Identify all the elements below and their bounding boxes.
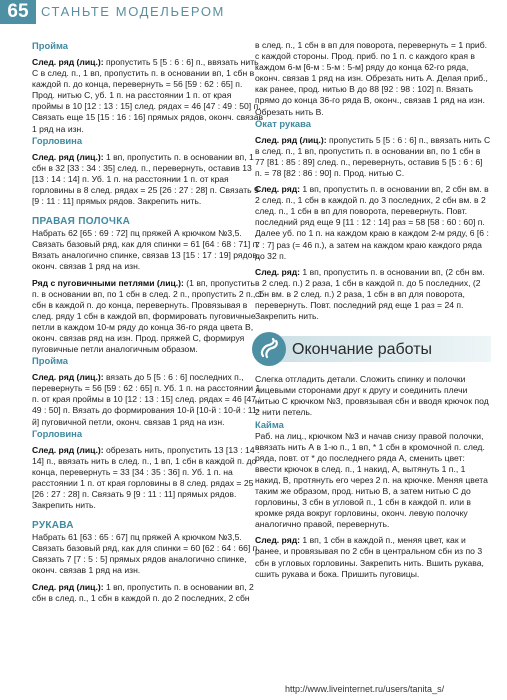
section-heading: Пройма [32,355,68,367]
section-heading: Горловина [32,134,83,146]
right-column-top [255,40,491,322]
row-label: След. ряд: [255,266,301,277]
paragraph [32,445,264,512]
paragraph-text: в след. п., 1 сбн в вп для поворота, перевернуть = 1 приб. с каждой стороны. Прод. приб. по 1 п. с каждого края в каждом 6-м [6-м : 5-м : 5-м] ряду до конца 62-го ряда, оконч. связав 1 ряд на изн. Обрезать нить А. Делая приб., как ранее, прод. нитью В до 88 [92 : 98 : 102] п. Вязать прямо до конца 36-го ряда В, оконч., связав 1 ряд на изн. Обрезать нить В. [255,40,488,117]
paragraph [255,535,491,579]
section-heading: ПРАВАЯ ПОЛОЧКА [32,216,131,228]
section-title: Окончание работы [292,340,433,358]
paragraph-text: пропустить 5 [5 : 6 : 6] п., ввязать нить С в след. п., 1 вп, пропустить п. в основании вп, по 1 сбн в 77 [81 : 85 : 89] след. п., перевернуть, оставив 5 [5 : 6 : 6] п. = 78 [82 : 86 : 90] п. Прод. нитью С. [255,134,491,178]
paragraph-text: вязать до 5 [5 : 6 : 6] последних п., перевернуть = 56 [59 : 62 : 65] п. Уб. 1 п. на расстоянии 1 п. от края проймы в 10 [12 : 13 : 15] след. рядах = 46 [47 : 49 : 50] п. Вязать до формирования 10-й [10-й : 10-й : 11-й] пуговичной петли, оконч. связав 1 ряд на изн. [32,372,261,427]
row-label: След. ряд (лиц.): [32,372,104,383]
row-label: След. ряд (лиц.): [32,444,104,455]
paragraph-text: 1 вп, пропустить п. в основании вп, 2 сбн в след. п., 1 сбн в каждой п. до 2 последних, 2 сбн [32,581,254,603]
row-label: След. ряд (лиц.): [32,57,104,67]
section-heading: РУКАВА [32,520,74,532]
section-heading: Горловина [32,427,83,439]
paragraph-text: 1 вп, пропустить п. в основании вп, 1 сбн в 32 [33 : 34 : 35] след. п., перевернуть, оставив 13 [13 : 14 : 14] п. Уб. 1 п. на расстоянии 1 п. от края горловины в 8 след. рядах = 25 [26 : 27 : 28] п. Связать 9 [9 : 11 : 11] прямых рядов. Закрепить нить. [32,151,259,207]
paragraph [255,40,491,118]
paragraph [32,372,264,427]
paragraph-text: Набрать 61 [63 : 65 : 67] пц пряжей А крючком №3,5. Связать базовый ряд, как для спинки = 60 [62 : 64 : 66] п. Связать 7 [7 : 5 : 5] прямых рядов аналогично спинке, оконч. связав 1 ряд на изн. [32,532,260,576]
paragraph [255,431,491,531]
section-heading: Окат рукава [255,117,311,129]
row-label: След. ряд (лиц.): [32,151,104,162]
section-heading: Пройма [32,40,68,51]
watermark-url: http://www.liveinternet.ru/users/tanita_s/ [285,684,445,694]
paragraph [255,374,491,418]
page-number: 65 [0,0,36,24]
paragraph-text: 1 вп, пропустить п. в основании вп, 2 сбн вм. в 2 след. п., 1 сбн в каждой п. до 3 последних, 2 сбн вм. в 2 след. п., 1 сбн в вп для поворота, перевернуть. Повт. последний ряд еще 9 [11 : 12 : 14] раз = 58 [58 : 60 : 60] п. Далее уб. по 1 п. на каждом краю в каждом 2-м ряду, 6 [6 : 7 : 7] раз (= 46 п.), а затем на каждом краю каждого ряда до 32 п. [255,184,489,261]
right-column [255,40,491,580]
paragraph [32,532,264,576]
paragraph-text: 1 вп, пропустить п. в основании вп, (2 сбн вм. в 2 след. п.) 2 раза, 1 сбн в каждой п. до 5 последних, (2 сбн вм. в 2 след. п.) 2 раза, 1 сбн в вп для поворота, перевернуть. Повт. последний ряд еще 1 раз = 24 п. Закрепить нить. [255,266,485,322]
paragraph [255,135,491,179]
paragraph [32,228,264,272]
paragraph-text: Раб. на лиц., крючком №3 и начав снизу правой полочки, ввязать нить А в 1-ю п., 1 вп, * 1 сбн в кромочной п. след. ряда, повт. от * до последнего ряда А, сменить цвет: ввести крючок в след. п., 1 накид, А, вытянуть 1 п., 1 накид, В, протянуть его через 2 п. на крючке. Меняя цвета таким же образом, прод. нитью В, а затем нитью С до горловины, 3 сбн в угловой п., 1 сбн в каждой п. или в кромке ряда вокруг горловины, оконч. левую полочку аналогично правой, перевернуть. [255,430,488,530]
paragraph [255,267,491,322]
section-title-bar [280,336,491,362]
paragraph-text: обрезать нить, пропустить 13 [13 : 14 : 14] п., ввязать нить в след. п., 1 вп, 1 сбн в каждой п. до конца, перевернуть = 33 [34 : 35 : 36] п. Уб. 1 п. на расстоянии 1 п. от края горловины в 8 след. рядах = 25 [26 : 27 : 28] п. Связать 9 [9 : 11 : 11] прямых рядов. Закрепить нить. [32,444,260,511]
left-column [32,40,264,604]
crochet-hook-icon [252,332,286,366]
paragraph [32,57,264,135]
row-label: Ряд с пуговичными петлями (лиц.): [32,277,184,288]
paragraph [32,582,264,604]
paragraph-text: Слегка отгладить детали. Сложить спинку и полочки лицевыми сторонами друг к другу и соединить плечи нитью С крючком №3, провязывая сбн и вводя крючок под 2 нити петель. [255,374,489,418]
right-column-bottom [255,374,491,580]
paragraph [32,152,264,207]
page-title: СТАНЬТЕ МОДЕЛЬЕРОМ [41,4,225,19]
row-label: След. ряд (лиц.): [255,134,327,145]
paragraph-text: 1 вп, 1 сбн в каждой п., меняя цвет, как и ранее, и провязывая по 2 сбн в центральном сбн из по 3 сбн в угловых горловины. Закрепить нить. Вшить рукава, сшить рукава и бока. Пришить пуговицы. [255,535,484,579]
row-label: След. ряд (лиц.): [32,581,104,592]
paragraph-text: (1 вп, пропустить п. в основании вп, по 1 сбн в след. 2 п., пропустить 2 п., 1 сбн в каждой п. до конца, перевернуть. Провязывая в след. ряду 1 сбн в каждой вп, формировать пуговичные петли в каждом 10-м ряду до конца 36-го ряда цвета В, оконч. связав ряд на изн. Прод. пряжей С, формируя пуговичные петли аналогичным образом. [32,277,263,355]
paragraph-text: пропустить 5 [5 : 6 : 6] п., ввязать нить С в след. п., 1 вп, пропустить п. в основании вп, 1 сбн в каждой п. до конца, перевернуть = 56 [59 : 62 : 65] п. Прод. нитью С, уб. 1 п. на расстоянии 1 п. от края проймы в 10 [12 : 13 : 15] след. рядах = 46 [47 : 49 : 50] п. Связать еще 15 [15 : 16 : 16] прямых рядов, оконч. связав 1 ряд на изн. [32,57,264,134]
section-heading: Кайма [255,418,284,430]
row-label: След. ряд: [255,184,301,195]
paragraph-text: Набрать 62 [65 : 69 : 72] пц пряжей А крючком №3,5. Связать базовый ряд, как для спинки = 61 [64 : 68 : 71] п. Вязать аналогично спинке, связав 13 [15 : 17 : 19] рядов, оконч. связав 1 ряд на изн. [32,228,260,272]
row-label: След. ряд: [255,535,301,546]
paragraph [32,278,264,356]
section-banner [252,332,491,366]
page-header [0,0,507,24]
paragraph [255,184,491,262]
